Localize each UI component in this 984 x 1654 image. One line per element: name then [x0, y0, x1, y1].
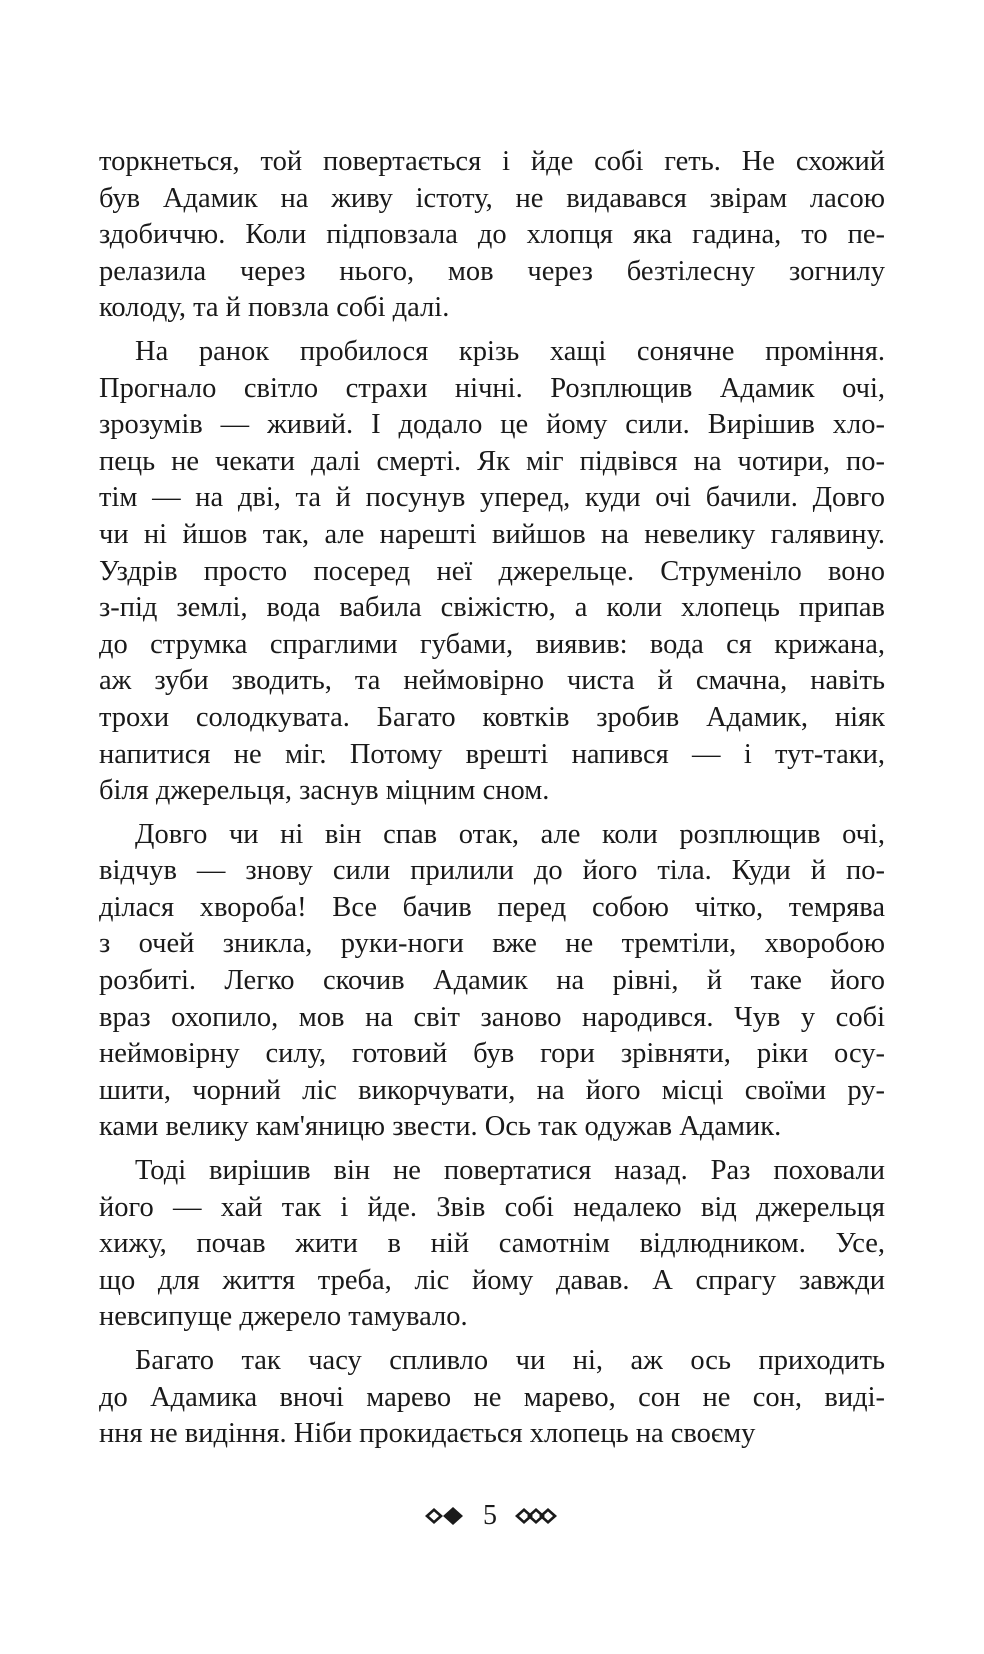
text-line: ння не видіння. Ніби прокидається хлопець на своєму — [99, 1418, 756, 1450]
text-line: тім — на дві, та й посунув уперед, куди очі бачили. Довго — [99, 482, 885, 514]
text-line: релазила через нього, мов через безтілесну зогнилу — [99, 255, 885, 287]
text-line: колоду, та й повзла собі далі. — [99, 292, 450, 324]
text-line: аж зуби зводить, та неймовірно чиста й смачна, навіть — [99, 665, 885, 697]
text-line: напитися не міг. Потому врешті напився — і тут-таки, — [99, 738, 885, 770]
paragraph — [99, 334, 885, 810]
text-line: здобиччю. Коли підповзала до хлопця яка гадина, то пе- — [99, 219, 885, 251]
paragraph — [99, 1153, 885, 1336]
text-line: торкнеться, той повертається і йде собі геть. Не схожий — [99, 146, 885, 177]
text-line: до Адамика вночі марево не марево, сон не сон, виді- — [99, 1381, 885, 1413]
text-line: зрозумів — живий. І додало це йому сили. Вирішив хло- — [99, 409, 885, 441]
text-line: біля джерельця, заснув міцним сном. — [99, 775, 550, 807]
text-line: шити, чорний ліс викорчувати, на його місці своїми ру- — [99, 1074, 885, 1106]
text-line: хижу, почав жити в ній самотнім відлюдником. Усе, — [99, 1228, 885, 1260]
text-line: з очей зникла, руки-ноги вже не тремтіли, хворобою — [99, 928, 885, 960]
text-line: ками велику кам'яницю звести. Ось так одужав Адамик. — [99, 1111, 782, 1143]
text-line: враз охопило, мов на світ заново народився. Чув у собі — [99, 1001, 885, 1033]
page-number: 5 — [483, 1500, 497, 1531]
text-line: пець не чекати далі смерті. Як міг підвівся на чотири, по- — [99, 445, 885, 477]
text-line: відчув — знову сили прилили до його тіла. Куди й по- — [99, 855, 885, 887]
text-line: ділася хвороба! Все бачив перед собою чітко, темрява — [99, 891, 885, 923]
text-line: Уздрів просто посеред неї джерельце. Струменіло воно — [99, 555, 885, 587]
text-line: чи ні йшов так, але нарешті вийшов на невелику галявину. — [99, 518, 885, 550]
paragraph — [99, 817, 885, 1146]
text-line: Прогнало світло страхи нічні. Розплющив Адамик очі, — [99, 372, 885, 404]
text-line: Багато так часу спливло чи ні, аж ось приходить — [135, 1345, 885, 1376]
double-diamond-ornament-icon — [423, 1506, 467, 1526]
page-body-text — [99, 144, 885, 1453]
text-line: його — хай так і йде. Звів собі недалеко від джерельця — [99, 1191, 885, 1223]
text-line: невсипуще джерело тамувало. — [99, 1301, 468, 1333]
text-line: що для життя треба, ліс йому давав. А спрагу завжди — [99, 1264, 885, 1296]
text-line: Тоді вирішив він не повертатися назад. Раз поховали — [135, 1155, 885, 1187]
page-footer — [0, 1496, 984, 1536]
text-line: розбиті. Легко скочив Адамик на рівні, й таке його — [99, 965, 885, 997]
text-line: до струмка спраглими губами, виявив: вода ся крижана, — [99, 628, 885, 660]
text-line: На ранок пробилося крізь хащі сонячне проміння. — [135, 335, 885, 367]
text-line: трохи солодкувата. Багато ковтків зробив Адамик, ніяк — [99, 701, 885, 733]
paragraph — [99, 144, 885, 327]
text-line: неймовірну силу, готовий був гори зрівняти, ріки осу- — [99, 1038, 885, 1070]
paragraph — [99, 1343, 885, 1453]
text-line: Довго чи ні він спав отак, але коли розплющив очі, — [135, 818, 885, 850]
triple-diamond-ornament-icon — [513, 1506, 561, 1526]
text-line: був Адамик на живу істоту, не видавався звірам ласою — [99, 182, 885, 214]
text-line: з-під землі, вода вабила свіжістю, а коли хлопець припав — [99, 592, 885, 624]
